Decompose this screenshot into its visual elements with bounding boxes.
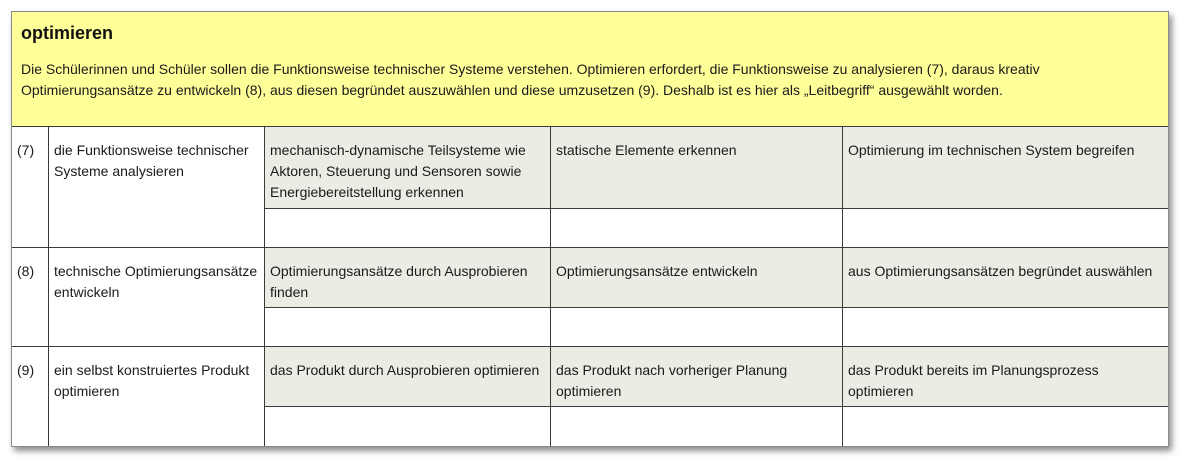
level-divider [264, 307, 1168, 308]
empty-cell [265, 209, 550, 247]
row-number: (7) [17, 142, 35, 158]
level-cell-intermediate: Optimierungsansätze entwickeln [551, 248, 842, 307]
column-divider [550, 127, 551, 446]
empty-cell [265, 407, 550, 446]
section-title: optimieren [21, 23, 114, 43]
row-divider [12, 346, 1168, 347]
competence-cell: ein selbst konstruiertes Produkt optimieren [54, 362, 250, 399]
level-cell-basic: das Produkt durch Ausprobieren optimieren [265, 347, 550, 406]
level-cell-intermediate: statische Elemente erkennen [551, 127, 842, 208]
level-divider [264, 208, 1168, 209]
competence-cell: technische Optimierungsansätze entwickeln [54, 263, 258, 300]
empty-cell [551, 209, 842, 247]
level-cell-basic: mechanisch-dynamische Teilsysteme wie Aktoren, Steuerung und Sensoren sowie Energiebereitstellung erkennen [265, 127, 550, 208]
empty-cell [843, 308, 1168, 346]
column-divider [264, 127, 265, 446]
empty-cell [843, 209, 1168, 247]
column-divider [48, 127, 49, 446]
empty-cell [551, 407, 842, 446]
header-box [12, 12, 1168, 127]
level-cell-advanced: Optimierung im technischen System begreifen [843, 127, 1168, 208]
empty-cell [551, 308, 842, 346]
empty-cell [843, 407, 1168, 446]
level-cell-basic: Optimierungsansätze durch Ausprobieren finden [265, 248, 550, 307]
empty-cell [265, 308, 550, 346]
row-number: (9) [17, 362, 35, 378]
competence-cell: die Funktionsweise technischer Systeme analysieren [54, 142, 249, 179]
level-cell-intermediate: das Produkt nach vorheriger Planung optimieren [551, 347, 842, 406]
section-description: Die Schülerinnen und Schüler sollen die Funktionsweise technischer Systeme verstehen. Optimieren erfordert, die Funktionsweise zu analysieren (7), daraus kreativ Optimierungsansätze zu entwickeln (8), aus diesen begründet auszuwählen und diese umzusetzen (9). Deshalb ist es hier als „Leitbegriff“ ausgewählt worden. [21, 61, 1040, 98]
level-divider [264, 406, 1168, 407]
level-cell-advanced: aus Optimierungsansätzen begründet auswählen [843, 248, 1168, 307]
column-divider [842, 127, 843, 446]
level-cell-advanced: das Produkt bereits im Planungsprozess optimieren [843, 347, 1168, 406]
row-divider [12, 247, 1168, 248]
optimieren-card [11, 11, 1169, 447]
row-number: (8) [17, 263, 35, 279]
